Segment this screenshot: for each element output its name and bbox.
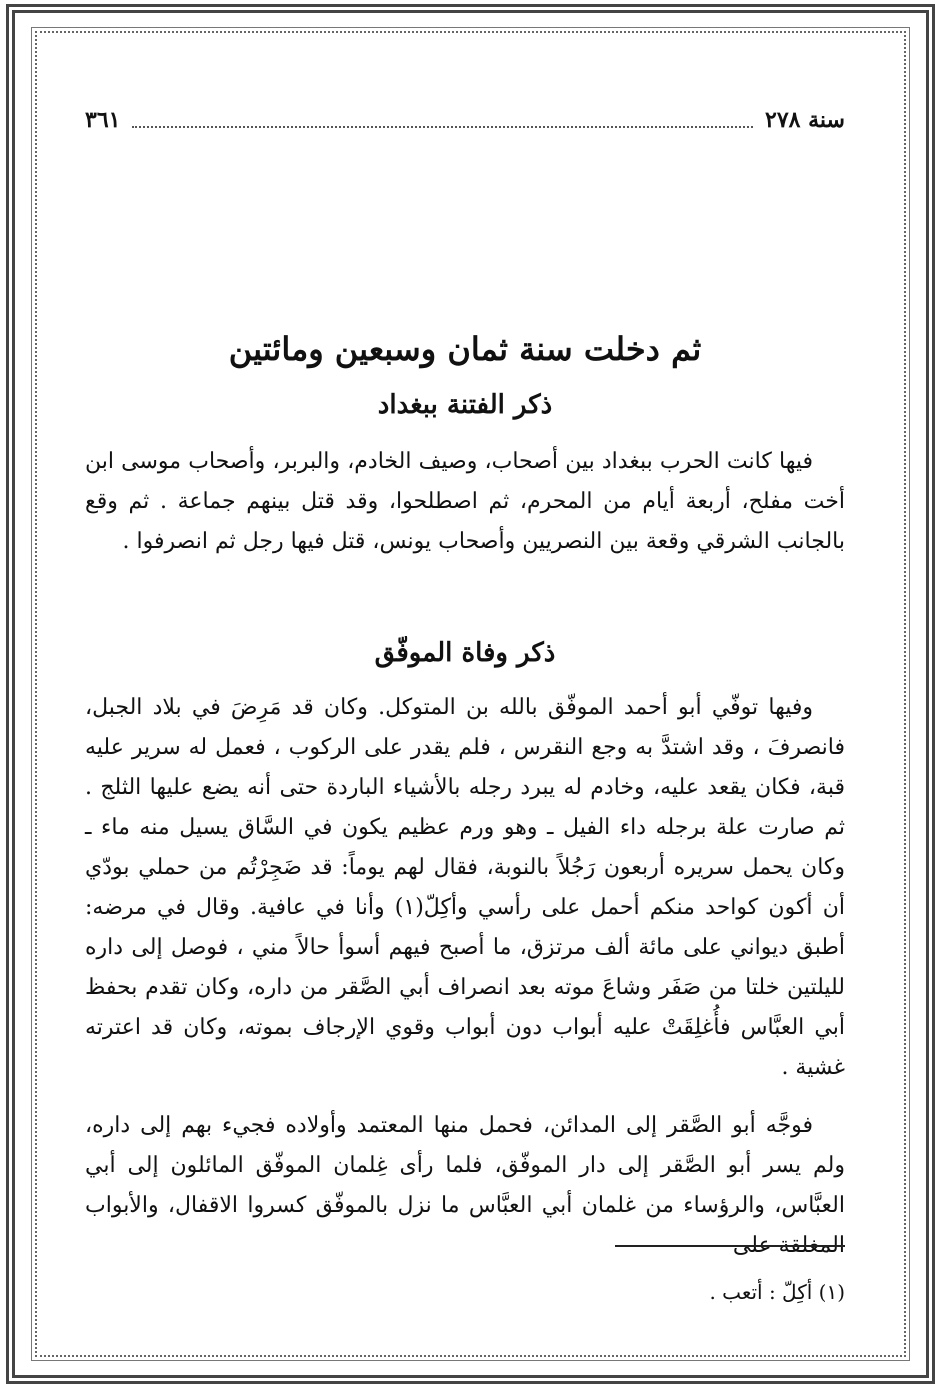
running-title: سنة ٢٧٨ [765,107,845,133]
book-page [85,90,845,1330]
section-heading-muwaffaq: ذكر وفاة الموفّق [374,638,556,668]
paragraph-fitna: فيها كانت الحرب ببغداد بين أصحاب، وصيف الخادم، والبربر، وأصحاب موسى ابن أخت مفلح، أربعة أيام من المحرم، ثم اصطلحوا، وقد قتل بينهم جماعة . ثم وقع بالجانب الشرقي وقعة بين النصريين وأصحاب يونس، قتل فيها رجل ثم انصرفوا . [85,449,845,554]
page-number: ٣٦١ [85,107,121,133]
footnote-divider [615,1245,845,1247]
header-dotted-leader [132,112,753,128]
paragraph-muwaffaq-1: وفيها توفّي أبو أحمد الموفّق بالله بن المتوكل. وكان قد مَرِضَ في بلاد الجبل، فانصرفَ ، وقد اشتدَّ به وجع النقرس ، فلم يقدر على الركوب ، فعمل له سرير عليه قبة، فكان يقعد عليه، وخادم له يبرد رجله بالأشياء الباردة حتى أنه يضع عليها الثلج . ثم صارت علة برجله داء الفيل ـ وهو ورم عظيم يكون في السَّاق يسيل منه ماء ـ وكان يحمل سريره أربعون رَجُلاً بالنوبة، فقال لهم يوماً: قد ضَجِرْتُم من حملي بودّي أن أكون كواحد منكم أحمل على رأسي وأكِلّ(١) وأنا في عافية. وقال في مرضه: أطبق ديواني على مائة ألف مرتزق، ما أصبح فيهم أسوأ حالاً مني ، فوصل إلى داره لليلتين خلتا من صَفَر وشاعَ موته بعد انصراف أبي الصَّقر من داره، وكان تقدم بحفظ أبي العبَّاس فأُغلِقَتْ عليه أبواب دون أبواب وقوي الإرجاف بموته، وكان قد اعترته غشية . [85,695,845,1080]
page-header [85,102,845,138]
footnote: (١) أكِلّ : أتعب . [709,1280,845,1304]
paragraph-muwaffaq-2: فوجَّه أبو الصَّقر إلى المدائن، فحمل منها المعتمد وأولاده فجيء بهم إلى داره، ولم يسر أبو الصَّقر إلى دار الموفّق، فلما رأى غِلمان الموفّق المائلون إلى أبي العبَّاس، والرؤساء من غلمان أبي العبَّاس ما نزل بالموفّق كسروا الاقفال، والأبواب المغلقة على [85,1113,845,1258]
chapter-title: ثم دخلت سنة ثمان وسبعين ومائتين [228,330,702,368]
section-heading-fitna: ذكر الفتنة ببغداد [377,390,553,420]
